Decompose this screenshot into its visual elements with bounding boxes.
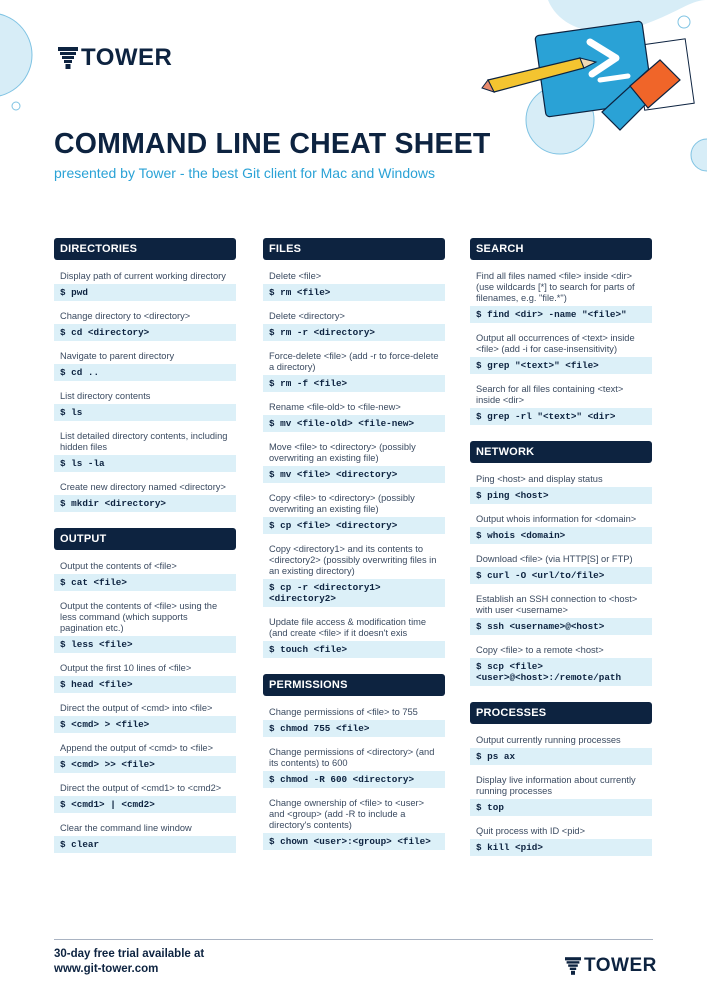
eraser-icon [602,60,680,130]
cheat-entry [54,823,236,853]
entry-command: $ curl -O <url/to/file> [470,567,652,584]
page-title: COMMAND LINE CHEAT SHEET [54,128,491,160]
section-heading: NETWORK [470,441,652,463]
entry-description: Search for all files containing <text> inside <dir> [476,384,624,405]
cheat-entry [54,271,236,301]
entry-command: $ chmod -R 600 <directory> [263,771,445,788]
cheat-entry [263,311,445,341]
entry-command: $ cd .. [54,364,236,381]
cheat-entry [263,617,445,658]
section-heading: PERMISSIONS [263,674,445,696]
entry-description: Download <file> (via HTTP[S] or FTP) [476,554,633,564]
entry-description: Copy <file> to a remote <host> [476,645,604,655]
cheat-entry [54,391,236,421]
pencil-icon [482,58,596,92]
entry-command: $ cd <directory> [54,324,236,341]
entry-command: $ top [470,799,652,816]
entry-command: $ ls -la [54,455,236,472]
footer-trial-info [54,947,204,977]
entry-description: Change permissions of <directory> (and its contents) to 600 [269,747,435,768]
cheat-entry [54,703,236,733]
column-1 [54,238,236,863]
entry-description: Direct the output of <cmd1> to <cmd2> [60,783,222,793]
footer-link[interactable]: www.git-tower.com [54,963,159,975]
cheat-entry [470,271,652,323]
cheat-entry [263,798,445,850]
entry-command: $ cp <file> <directory> [263,517,445,534]
entry-command: $ clear [54,836,236,853]
cheat-entry [54,783,236,813]
section-directories [54,238,236,512]
entry-command: $ whois <domain> [470,527,652,544]
entry-command: $ find <dir> -name "<file>" [470,306,652,323]
cheat-entry [470,735,652,765]
section-network [470,441,652,686]
column-2 [263,238,445,860]
entry-description: Output all occurrences of <text> inside <file> (add -i for case-insensitivity) [476,333,635,354]
entry-command: $ scp <file> <user>@<host>:/remote/path [470,658,652,686]
entry-command: $ grep "<text>" <file> [470,357,652,374]
footer-divider [54,939,653,940]
page-subtitle: presented by Tower - the best Git client for Mac and Windows [54,165,436,181]
entry-description: Copy <directory1> and its contents to <directory2> (possibly overwriting files in an existing directory) [269,544,437,576]
section-permissions [263,674,445,850]
entry-command: $ kill <pid> [470,839,652,856]
entry-command: $ ping <host> [470,487,652,504]
entry-command: $ <cmd> >> <file> [54,756,236,773]
entry-description: Establish an SSH connection to <host> with user <username> [476,594,638,615]
entry-description: Move <file> to <directory> (possibly overwriting an existing file) [269,442,416,463]
entry-command: $ ssh <username>@<host> [470,618,652,635]
cheat-entry [470,554,652,584]
entry-command: $ grep -rl "<text>" <dir> [470,408,652,425]
entry-description: Change ownership of <file> to <user> and <group> (add -R to include a directory's contents) [269,798,425,830]
cheat-entry [263,402,445,432]
entry-description: Force-delete <file> (add -r to force-delete a directory) [269,351,439,372]
section-heading: SEARCH [470,238,652,260]
cheat-entry [470,594,652,635]
entry-description: Display path of current working directory [60,271,226,281]
entry-description: Display live information about currently running processes [476,775,636,796]
entry-description: Ping <host> and display status [476,474,603,484]
entry-command: $ less <file> [54,636,236,653]
section-heading: OUTPUT [54,528,236,550]
entry-command: $ ls [54,404,236,421]
entry-description: Rename <file-old> to <file-new> [269,402,401,412]
entry-description: Output whois information for <domain> [476,514,637,524]
entry-description: Clear the command line window [60,823,192,833]
cheat-entry [54,311,236,341]
entry-description: Copy <file> to <directory> (possibly overwriting an existing file) [269,493,415,514]
terminal-prompt-icon [535,21,653,117]
entry-command: $ touch <file> [263,641,445,658]
entry-description: Output the first 10 lines of <file> [60,663,192,673]
entry-command: $ pwd [54,284,236,301]
entry-command: $ mv <file> <directory> [263,466,445,483]
section-files [263,238,445,658]
entry-command: $ chown <user>:<group> <file> [263,833,445,850]
entry-description: Delete <file> [269,271,322,281]
entry-description: Create new directory named <directory> [60,482,226,492]
entry-command: $ ps ax [470,748,652,765]
entry-description: Navigate to parent directory [60,351,175,361]
section-heading: FILES [263,238,445,260]
cheat-entry [263,493,445,534]
cheat-entry [263,544,445,607]
cheat-entry [54,351,236,381]
cheat-entry [263,351,445,392]
cheat-entry [470,775,652,816]
entry-description: Output the contents of <file> using the less command (which supports pagination etc.) [60,601,218,633]
brand-name-footer: TOWER [584,955,657,976]
column-3 [470,238,652,866]
cheat-entry [263,271,445,301]
entry-description: Quit process with ID <pid> [476,826,586,836]
section-output [54,528,236,853]
brand-name: TOWER [81,44,173,71]
cheat-entry [263,442,445,483]
cheat-entry [263,747,445,788]
entry-description: Output the contents of <file> [60,561,177,571]
section-heading: DIRECTORIES [54,238,236,260]
entry-description: Update file access & modification time (and create <file> if it doesn't exis [269,617,427,638]
entry-description: List detailed directory contents, including hidden files [60,431,228,452]
entry-description: Change directory to <directory> [60,311,191,321]
cheat-entry [54,743,236,773]
paper-stack-icon [636,39,695,110]
tower-logo-icon [565,957,581,975]
entry-description: List directory contents [60,391,151,401]
cheat-entry [470,384,652,425]
cheat-entry [54,663,236,693]
entry-command: $ rm -r <directory> [263,324,445,341]
footer-line-1: 30-day free trial available at [54,948,205,960]
entry-command: $ cat <file> [54,574,236,591]
section-search [470,238,652,425]
entry-description: Direct the output of <cmd> into <file> [60,703,213,713]
cheat-entry [54,482,236,512]
tower-logo-icon [58,47,78,69]
cheat-entry [470,333,652,374]
entry-command: $ <cmd> > <file> [54,716,236,733]
cheat-entry [470,645,652,686]
section-processes [470,702,652,856]
cheat-entry [54,561,236,591]
entry-description: Change permissions of <file> to 755 [269,707,418,717]
entry-command: $ head <file> [54,676,236,693]
entry-command: $ chmod 755 <file> [263,720,445,737]
cheat-entry [263,707,445,737]
entry-description: Delete <directory> [269,311,345,321]
entry-description: Find all files named <file> inside <dir> (use wildcards [*] to search for parts of filenames, e.g. "file.*") [476,271,635,303]
entry-command: $ <cmd1> | <cmd2> [54,796,236,813]
entry-command: $ mkdir <directory> [54,495,236,512]
entry-description: Output currently running processes [476,735,621,745]
tower-logo [58,44,172,72]
cheat-entry [470,514,652,544]
entry-command: $ rm <file> [263,284,445,301]
tower-logo-footer [565,955,657,977]
cheat-entry [470,474,652,504]
cheat-entry [54,601,236,653]
entry-command: $ cp -r <directory1> <directory2> [263,579,445,607]
section-heading: PROCESSES [470,702,652,724]
entry-command: $ rm -f <file> [263,375,445,392]
entry-command: $ mv <file-old> <file-new> [263,415,445,432]
cheat-entry [470,826,652,856]
entry-description: Append the output of <cmd> to <file> [60,743,213,753]
cheat-entry [54,431,236,472]
